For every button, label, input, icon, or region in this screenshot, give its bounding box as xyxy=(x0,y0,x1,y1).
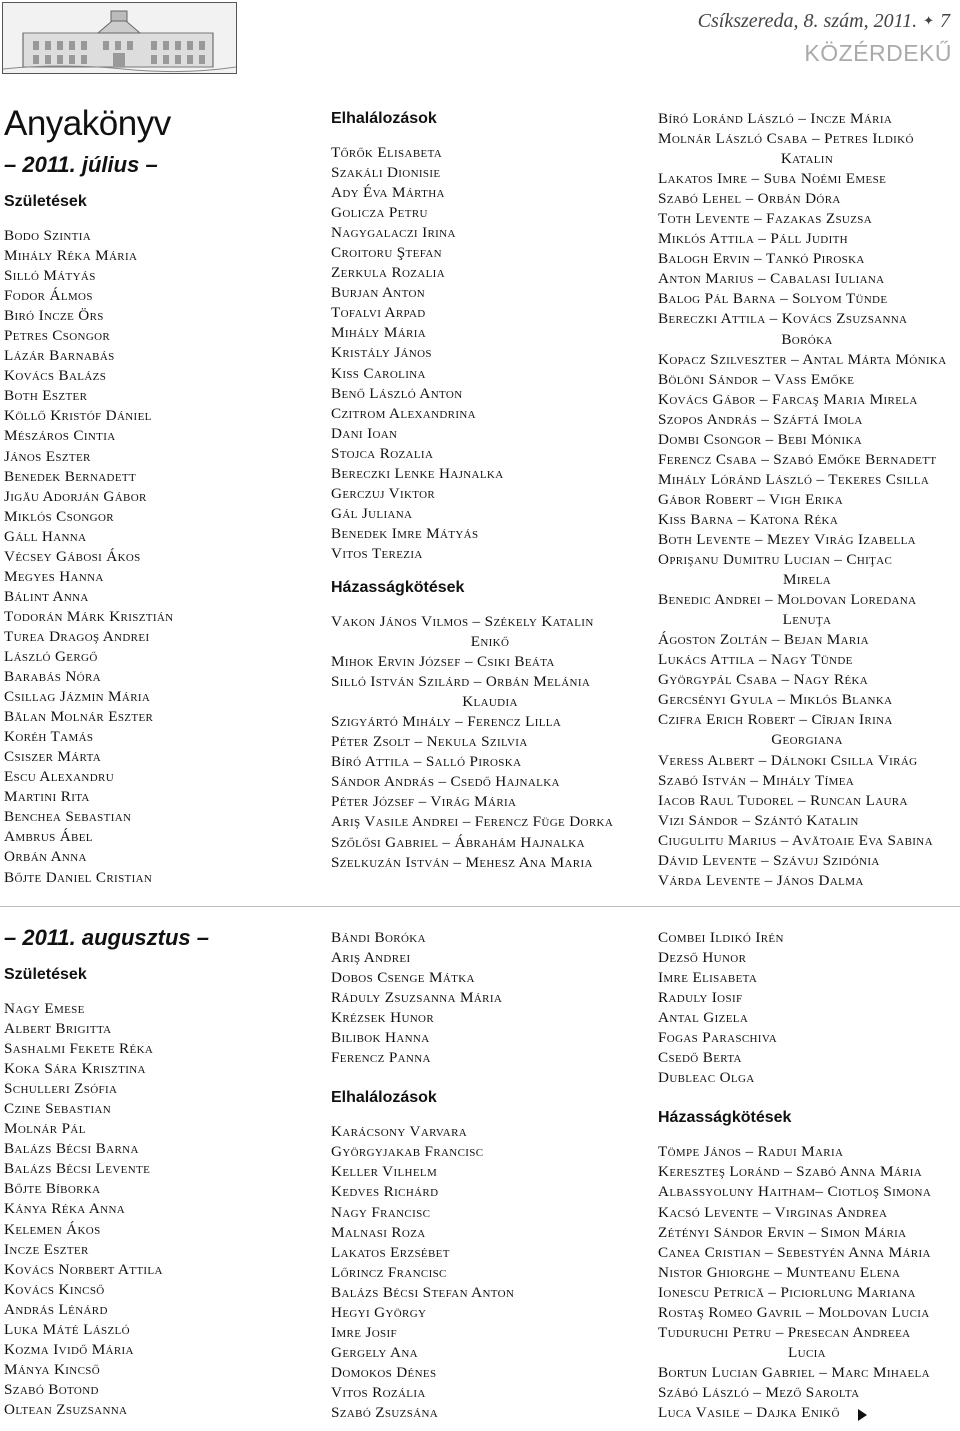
list-item: Raduly Iosif xyxy=(658,989,743,1007)
list-item: Turea Dragoş Andrei xyxy=(4,627,150,645)
marriage-entry xyxy=(331,853,649,873)
section-name: KÖZÉRDEKŰ xyxy=(804,40,952,66)
marriage-entry xyxy=(658,851,956,871)
marriage-names: Luca Vasile – Dajka Enikő xyxy=(658,1403,840,1421)
marriage-entry xyxy=(658,1203,956,1223)
list-item: Escu Alexandru xyxy=(4,768,114,786)
marriage-entry xyxy=(658,1403,956,1423)
list-item: Stojca Rozalia xyxy=(331,444,434,462)
list-item: Megyes Hanna xyxy=(4,567,104,585)
marriage-entry xyxy=(658,670,956,690)
marriage-names: Dávid Levente – Szávuj Szidónia xyxy=(658,851,880,869)
list-item: Kozma Ividő Mária xyxy=(4,1340,134,1358)
marriage-names: Miklós Attila – Páll Judith xyxy=(658,230,848,248)
list-item: Molnár Pál xyxy=(4,1120,86,1138)
issue-date-line xyxy=(698,10,950,33)
marriage-entry xyxy=(658,530,956,550)
list-item: Balázs Bécsi Levente xyxy=(4,1160,151,1178)
marriage-names: Lukács Attila – Nagy Tünde xyxy=(658,651,853,669)
list-item: Balázs Bécsi Stefan Anton xyxy=(331,1283,515,1301)
marriage-entry xyxy=(331,672,649,712)
list-item: Fodor Álmos xyxy=(4,287,93,305)
list-item: András Lénárd xyxy=(4,1300,108,1318)
july-births-list xyxy=(4,226,314,888)
marriage-names: Silló István Szilárd – Orbán Melánia xyxy=(331,673,591,691)
marriage-names: Györgypál Csaba – Nagy Réka xyxy=(658,671,869,689)
list-item: Kovács Norbert Attila xyxy=(4,1260,163,1278)
july-marriages-list-b xyxy=(658,109,956,891)
list-item: Miklós Csongor xyxy=(4,507,114,525)
list-item: Nagy Emese xyxy=(4,1000,85,1017)
marriage-entry xyxy=(658,1303,956,1323)
marriage-names: Canea Cristian – Sebestyén Anna Mária xyxy=(658,1243,931,1261)
list-item: Koka Sára Krisztina xyxy=(4,1060,146,1078)
list-item: Biró Incze Örs xyxy=(4,307,104,325)
marriage-names: Szabó István – Mihály Tímea xyxy=(658,771,855,789)
august-births-heading: Születések xyxy=(4,966,87,983)
marriage-names-continued: Boróka xyxy=(781,330,833,348)
list-item: Luka Máté László xyxy=(4,1320,130,1338)
marriage-entry xyxy=(658,1162,956,1182)
list-item: Antal Gizela xyxy=(658,1009,749,1027)
list-item: Vécsey Gábosi Ákos xyxy=(4,547,141,565)
marriage-names: Zétényi Sándor Ervin – Simon Mária xyxy=(658,1223,907,1241)
list-item: Orbán Anna xyxy=(4,848,87,866)
issue-date: Csíkszereda, 8. szám, 2011. xyxy=(697,10,918,32)
list-item: Bálint Anna xyxy=(4,587,89,605)
list-item: Gál Juliana xyxy=(331,504,413,522)
building-illustration-icon xyxy=(3,3,236,73)
marriage-names: Szőlősi Gabriel – Ábrahám Hajnalka xyxy=(331,833,585,851)
list-item: Tofalvi Arpad xyxy=(331,304,426,322)
list-item: Vitos Terezia xyxy=(331,544,423,562)
july-deaths-list xyxy=(331,143,649,564)
marriage-names: Ionescu Petrică – Piciorlung Mariana xyxy=(658,1283,916,1301)
marriage-entry xyxy=(658,1323,956,1363)
list-item: Bőjte Bíborka xyxy=(4,1180,101,1198)
marriage-entry xyxy=(658,1223,956,1243)
marriage-entry xyxy=(658,169,956,189)
list-item: Hegyi György xyxy=(331,1303,427,1321)
list-item: Czitrom Alexandrina xyxy=(331,404,476,422)
list-item: Fogas Paraschiva xyxy=(658,1029,777,1047)
list-item: Benő László Anton xyxy=(331,384,463,402)
july-column-2 xyxy=(331,109,649,873)
list-item: Benedek Imre Mátyás xyxy=(331,524,479,542)
marriage-names: Veress Albert – Dálnoki Csilla Virág xyxy=(658,751,918,769)
marriage-entry xyxy=(658,1182,956,1202)
list-item: Albert Brigitta xyxy=(4,1020,112,1038)
marriage-entry xyxy=(658,450,956,470)
marriage-entry xyxy=(331,612,649,652)
list-item: Petres Csongor xyxy=(4,327,111,345)
july-column-1 xyxy=(4,152,314,888)
list-item: Golicza Petru xyxy=(331,204,428,222)
marriage-entry xyxy=(658,811,956,831)
marriage-entry xyxy=(658,189,956,209)
list-item: Koréh Tamás xyxy=(4,728,94,746)
marriage-entry xyxy=(658,1263,956,1283)
list-item: Imre Josif xyxy=(331,1323,397,1341)
marriage-entry xyxy=(658,370,956,390)
marriage-names: Bíró Attila – Salló Piroska xyxy=(331,753,522,771)
list-item: Ady Éva Mártha xyxy=(331,184,445,202)
july-month-heading: – 2011. július – xyxy=(4,152,158,177)
list-item: Bőjte Daniel Cristian xyxy=(4,868,153,886)
list-item: Bereczki Lenke Hajnalka xyxy=(331,464,504,482)
list-item: Mánya Kincső xyxy=(4,1360,101,1378)
marriage-names: Szabó Lehel – Orbán Dóra xyxy=(658,190,841,208)
list-item: Sashalmi Fekete Réka xyxy=(4,1040,154,1058)
list-item: Domokos Dénes xyxy=(331,1363,437,1381)
list-item: Nagy Francisc xyxy=(331,1203,431,1221)
list-item: Csiszer Márta xyxy=(4,748,102,766)
list-item: Incze Eszter xyxy=(4,1240,89,1258)
marriage-names-continued: Lenuţa xyxy=(782,611,832,629)
marriage-entry xyxy=(658,751,956,771)
list-item: Zerkula Rozalia xyxy=(331,264,445,282)
list-item: Jigău Adorján Gábor xyxy=(4,487,147,505)
list-item: Benedek Bernadett xyxy=(4,467,137,485)
august-marriages-list xyxy=(658,1142,956,1423)
list-item: Martini Rita xyxy=(4,788,90,806)
list-item: Schulleri Zsófia xyxy=(4,1080,118,1098)
continue-arrow-icon xyxy=(858,1409,867,1426)
list-item: Tőrők Elisabeta xyxy=(331,144,443,161)
marriage-names: Nistor Ghiorghe – Munteanu Elena xyxy=(658,1263,901,1281)
marriage-entry xyxy=(658,871,956,891)
marriage-names: Szelkuzán István – Mehesz Ana Maria xyxy=(331,853,593,871)
list-item: Györgyjakab Francisc xyxy=(331,1143,484,1161)
list-item: Nagygalaczi Irina xyxy=(331,224,456,242)
list-item: Bălan Molnár Eszter xyxy=(4,708,154,726)
marriage-entry xyxy=(658,510,956,530)
august-month-heading: – 2011. augusztus – xyxy=(4,925,210,950)
august-births-list-b xyxy=(331,928,649,1068)
marriage-names: Czifra Erich Robert – Cîrjan Irina xyxy=(658,711,893,729)
list-item: Kovács Balázs xyxy=(4,367,107,385)
marriage-names: Szábó László – Mező Sarolta xyxy=(658,1383,860,1401)
marriage-names: Kovács Gábor – Farcaş Maria Mirela xyxy=(658,390,918,408)
list-item: Combei Ildikó Irén xyxy=(658,929,784,946)
marriage-names: Kereszteş Loránd – Szabó Anna Mária xyxy=(658,1163,923,1181)
august-column-3 xyxy=(658,928,956,1423)
marriage-entry xyxy=(658,650,956,670)
list-item: Kiss Carolina xyxy=(331,364,426,382)
list-item: Karácsony Varvara xyxy=(331,1123,468,1141)
list-item: Csedő Berta xyxy=(658,1049,742,1067)
marriage-entry xyxy=(658,350,956,370)
marriage-entry xyxy=(658,229,956,249)
list-item: Dobos Csenge Mátka xyxy=(331,969,475,987)
august-deaths-list-a xyxy=(331,1122,649,1423)
list-item: Csillag Jázmin Mária xyxy=(4,688,151,706)
marriage-names: Gábor Robert – Vigh Erika xyxy=(658,490,843,508)
marriage-names: Tuduruchi Petru – Presecan Andreea xyxy=(658,1323,911,1341)
list-item: Balázs Bécsi Barna xyxy=(4,1140,139,1158)
list-item: Krézsek Hunor xyxy=(331,1009,435,1027)
august-deaths-list-b xyxy=(658,928,956,1088)
marriage-entry xyxy=(331,833,649,853)
marriage-names: Szopos András – Száftá Imola xyxy=(658,410,863,428)
marriage-names: Várda Levente – János Dalma xyxy=(658,871,864,889)
list-item: Kristály János xyxy=(331,344,432,362)
marriage-names: Mihok Ervin József – Csiki Beáta xyxy=(331,653,555,671)
marriage-names-continued: Klaudia xyxy=(462,693,518,711)
marriage-names: Benedic Andrei – Moldovan Loredana xyxy=(658,591,917,609)
july-deaths-heading: Elhalálozások xyxy=(331,110,437,127)
marriage-names: Ferencz Csaba – Szabó Emőke Bernadett xyxy=(658,450,937,468)
list-item: Mihály Réka Mária xyxy=(4,247,138,265)
page-title: Anyakönyv xyxy=(4,104,171,143)
marriage-entry xyxy=(658,249,956,269)
july-marriages-heading: Házasságkötések xyxy=(331,578,465,596)
marriage-entry xyxy=(658,129,956,169)
marriage-entry xyxy=(658,269,956,289)
list-item: Kovács Kincső xyxy=(4,1280,105,1298)
marriage-entry xyxy=(658,490,956,510)
august-column-1 xyxy=(4,925,314,1420)
list-item: Silló Mátyás xyxy=(4,267,96,285)
marriage-names: Gercsényi Gyula – Miklós Blanka xyxy=(658,691,893,709)
marriage-entry xyxy=(658,1283,956,1303)
list-item: Burjan Anton xyxy=(331,284,426,302)
marriage-names: Kacsó Levente – Virginas Andrea xyxy=(658,1203,888,1221)
marriage-names: Péter Zsolt – Nekula Szilvia xyxy=(331,733,528,751)
marriage-names: Oprişanu Dumitru Lucian – Chiţac xyxy=(658,551,893,569)
marriage-names: Lakatos Imre – Suba Noémi Emese xyxy=(658,170,887,188)
marriage-entry xyxy=(658,309,956,349)
list-item: Gáll Hanna xyxy=(4,527,87,545)
list-item: Mihály Mária xyxy=(331,324,427,342)
marriage-entry xyxy=(658,1383,956,1403)
list-item: Kedves Richárd xyxy=(331,1183,439,1201)
marriage-names: Albassyoluny Haitham– Ciotloş Simona xyxy=(658,1183,932,1201)
list-item: Todorán Márk Krisztián xyxy=(4,607,174,625)
list-item: Barabás Nóra xyxy=(4,668,101,686)
marriage-entry xyxy=(658,390,956,410)
marriage-entry xyxy=(331,772,649,792)
marriage-names: Mihály Lóránd László – Tekeres Csilla xyxy=(658,470,930,488)
marriage-names: Tömpe János – Radui Maria xyxy=(658,1143,844,1161)
list-item: János Eszter xyxy=(4,447,91,465)
list-item: Dezső Hunor xyxy=(658,949,747,967)
list-item: Dani Ioan xyxy=(331,424,398,442)
list-item: Lakatos Erzsébet xyxy=(331,1243,450,1261)
list-item: Ferencz Panna xyxy=(331,1049,431,1067)
list-item: Bodo Szintia xyxy=(4,227,92,244)
marriage-entry xyxy=(658,550,956,590)
page-number: 7 xyxy=(940,10,950,32)
august-births-list-a xyxy=(4,999,314,1420)
july-marriages-list-a xyxy=(331,612,649,873)
marriage-entry xyxy=(658,1363,956,1383)
marriage-names-continued: Enikő xyxy=(470,633,510,651)
marriage-entry xyxy=(658,690,956,710)
marriage-entry xyxy=(331,752,649,772)
july-births-heading: Születések xyxy=(4,193,87,210)
marriage-names: Bíró Loránd László – Incze Mária xyxy=(658,110,893,127)
marriage-entry xyxy=(658,590,956,630)
marriage-names: Szigyártó Mihály – Ferencz Lilla xyxy=(331,713,562,731)
marriage-entry xyxy=(658,771,956,791)
masthead-logo-image xyxy=(2,2,237,74)
marriage-entry xyxy=(658,109,956,129)
list-item: Croitoru Ştefan xyxy=(331,244,442,262)
marriage-names: Balogh Ervin – Tankó Piroska xyxy=(658,250,865,268)
marriage-entry xyxy=(331,732,649,752)
marriage-names: Dombi Csongor – Bebi Mónika xyxy=(658,430,863,448)
list-item: Malnasi Roza xyxy=(331,1223,426,1241)
list-item: Oltean Zsuzsanna xyxy=(4,1400,128,1418)
august-deaths-heading: Elhalálozások xyxy=(331,1089,437,1107)
marriage-entry xyxy=(658,831,956,851)
marriage-entry xyxy=(331,712,649,732)
list-item: Vitos Rozália xyxy=(331,1383,426,1401)
marriage-entry xyxy=(658,289,956,309)
list-item: Kelemen Ákos xyxy=(4,1220,101,1238)
list-item: László Gergő xyxy=(4,647,98,665)
list-item: Imre Elisabeta xyxy=(658,969,758,987)
list-item: Ariş Andrei xyxy=(331,949,411,967)
marriage-entry xyxy=(658,430,956,450)
list-item: Benchea Sebastian xyxy=(4,808,132,826)
marriage-names: Balog Pál Barna – Solyom Tünde xyxy=(658,290,888,308)
marriage-names: Vakon János Vilmos – Székely Katalin xyxy=(331,612,594,630)
list-item: Lőrincz Francisc xyxy=(331,1263,447,1281)
list-item: Gergely Ana xyxy=(331,1343,418,1361)
list-item: Lázár Barnabás xyxy=(4,347,115,365)
marriage-names: Anton Marius – Cabalasi Iuliana xyxy=(658,270,885,288)
marriage-names: Ariş Vasile Andrei – Ferencz Füge Dorka xyxy=(331,813,614,831)
marriage-names: Iacob Raul Tudorel – Runcan Laura xyxy=(658,791,908,809)
marriage-names: Kiss Barna – Katona Réka xyxy=(658,510,839,528)
marriage-entry xyxy=(658,470,956,490)
marriage-entry xyxy=(658,209,956,229)
marriage-names: Toth Levente – Fazakas Zsuzsa xyxy=(658,210,873,228)
list-item: Ráduly Zsuzsanna Mária xyxy=(331,989,503,1007)
marriage-names: Ciugulitu Marius – Avătoaie Eva Sabina xyxy=(658,831,933,849)
marriage-names: Rostaş Romeo Gavril – Moldovan Lucia xyxy=(658,1303,930,1321)
list-item: Köllő Kristóf Dániel xyxy=(4,407,152,425)
list-item: Kánya Réka Anna xyxy=(4,1200,126,1218)
marriage-names: Bölöni Sándor – Vass Emőke xyxy=(658,370,855,388)
section-divider xyxy=(0,906,960,907)
marriage-entry xyxy=(658,1142,956,1162)
marriage-entry xyxy=(658,410,956,430)
marriage-entry xyxy=(658,630,956,650)
august-column-2 xyxy=(331,928,649,1423)
list-item: Gerczuj Viktor xyxy=(331,484,436,502)
marriage-entry xyxy=(658,1243,956,1263)
marriage-names-continued: Georgiana xyxy=(771,731,843,749)
list-item: Bándi Boróka xyxy=(331,929,426,946)
marriage-names: Bereczki Attila – Kovács Zsuzsanna xyxy=(658,310,908,328)
list-item: Bilibok Hanna xyxy=(331,1029,430,1047)
list-item: Szakáli Dionisie xyxy=(331,164,441,182)
marriage-names-continued: Lucia xyxy=(788,1343,826,1361)
marriage-entry xyxy=(658,791,956,811)
list-item: Ambrus Ábel xyxy=(4,828,93,846)
marriage-entry xyxy=(658,710,956,750)
marriage-names: Both Levente – Mezey Virág Izabella xyxy=(658,530,916,548)
list-item: Both Eszter xyxy=(4,387,88,405)
list-item: Szabó Botond xyxy=(4,1380,99,1398)
list-item: Keller Vilhelm xyxy=(331,1163,438,1181)
list-item: Dubleac Olga xyxy=(658,1069,755,1087)
august-marriages-heading: Házasságkötések xyxy=(658,1109,792,1127)
marriage-entry xyxy=(331,652,649,672)
marriage-names: Ágoston Zoltán – Bejan Maria xyxy=(658,631,869,649)
list-item: Czine Sebastian xyxy=(4,1100,112,1118)
marriage-entry xyxy=(331,812,649,832)
marriage-names: Sándor András – Csedő Hajnalka xyxy=(331,773,560,791)
marriage-names: Vizi Sándor – Szántó Katalin xyxy=(658,811,859,829)
marriage-entry xyxy=(331,792,649,812)
marriage-names-continued: Mirela xyxy=(783,571,831,589)
july-column-3 xyxy=(658,109,956,891)
marriage-names: Péter József – Virág Mária xyxy=(331,793,517,811)
marriage-names: Molnár László Csaba – Petres Ildikó xyxy=(658,130,914,148)
marriage-names: Bortun Lucian Gabriel – Marc Mihaela xyxy=(658,1363,930,1381)
marriage-names-continued: Katalin xyxy=(780,150,834,168)
list-item: Szabó Zsuzsána xyxy=(331,1403,439,1421)
list-item: Mészáros Cintia xyxy=(4,427,116,445)
separator-icon: ✦ xyxy=(923,13,934,28)
marriage-names: Kopacz Szilveszter – Antal Márta Mónika xyxy=(658,350,947,368)
